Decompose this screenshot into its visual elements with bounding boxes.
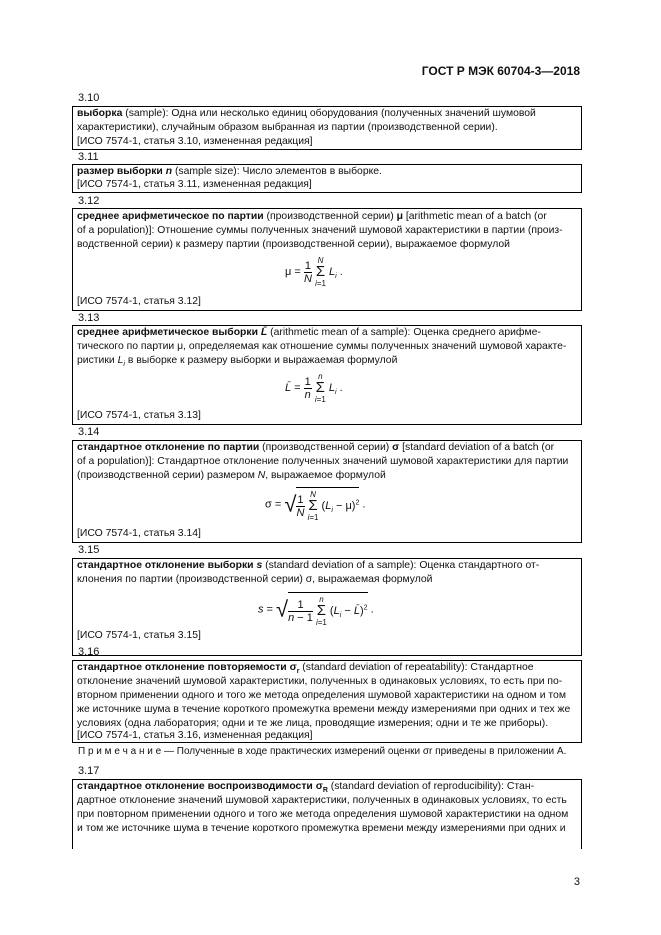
section-number: 3.14: [78, 426, 100, 438]
term-text: характеристики), случайным образом выбранная из партии (производственной серии).: [77, 122, 498, 133]
formula-sigma: σ = √ $\frac{1}{N}$ N Σ i=1 $(L_i - \mu)^2$ .: [265, 487, 366, 522]
term-text: дартное отклонение значений шумовой характеристики, полученных в одинаковых условиях, то есть: [77, 795, 567, 806]
term-text: стандартное отклонение выборки s (standard deviation of a sample): Оценка стандартного от-: [77, 560, 540, 571]
term-text: условиях (одна лаборатория; одни и те же лица, проводящие измерения; одни и те же приборы).: [77, 718, 549, 729]
term-reference: [ИСО 7574-1, статья 3.14]: [77, 528, 201, 539]
term-text: тического по партии μ, определяемая как отношение суммы полученных значений шумовой характе-: [77, 341, 567, 352]
document-header: ГОСТ Р МЭК 60704-3—2018: [421, 64, 580, 78]
term-text: (производственной серии) размером N, выражаемое формулой: [77, 470, 386, 481]
term-text: вторном применении одного и того же метода определения шумовой характеристики на одном и том: [77, 690, 566, 701]
term-reference: [ИСО 7574-1, статья 3.15]: [77, 630, 201, 641]
formula-s: s = √ $\frac{1}{n - 1}$ n Σ i=1 ($L_i$ − L̄)$^2$ .: [258, 592, 374, 627]
term-text: клонения по партии (производственной серии) σ, выражаемая формулой: [77, 574, 433, 585]
term-text: отклонение значений шумовой характеристики, полученных в одинаковых условиях, то есть при по-: [77, 676, 563, 687]
term-text: стандартное отклонение воспроизводимости $\sigma_R$ (standard deviation of reproducibility): Стан-: [77, 781, 535, 795]
term-reference: [ИСО 7574-1, статья 3.12]: [77, 296, 201, 307]
section-number: 3.15: [78, 544, 100, 556]
term-text: среднее арифметическое выборки L̄ (arithmetic mean of a sample): Оценка среднего арифме-: [77, 327, 541, 338]
term-reference: [ИСО 7574-1, статья 3.16, измененная редакция]: [77, 730, 313, 741]
term-text: стандартное отклонение повторяемости $\sigma_r$ (standard deviation of repeatability): Стандартное: [77, 662, 534, 676]
term-reference: [ИСО 7574-1, статья 3.11, измененная редакция]: [77, 179, 312, 190]
section-number: 3.17: [78, 765, 100, 777]
term-text: же источнике шума в течение короткого промежутка времени между измерениями при одних и тех же: [77, 704, 571, 715]
formula-mu: μ = $\frac{1}{N}$ N Σ i=1 $L_i$ .: [285, 256, 343, 288]
section-number: 3.10: [78, 92, 100, 104]
term-text: выборка (sample): Одна или несколько единиц оборудования (полученных значений шумовой: [77, 108, 536, 119]
section-number: 3.12: [78, 195, 100, 207]
term-text: of a population)]: Отношение суммы полученных значений шумовой характеристики в партии (произ-: [77, 225, 563, 236]
term-reference: [ИСО 7574-1, статья 3.13]: [77, 410, 201, 421]
term-text: размер выборки n (sample size): Число элементов в выборке.: [77, 166, 382, 177]
term-text: стандартное отклонение по партии (производственной серии) σ [standard deviation of a batch (or: [77, 442, 555, 453]
note: П р и м е ч а н и е — Полученные в ходе практических измерений оценки σr приведены в приложении А.: [78, 746, 567, 757]
term-text: и том же источнике шума в течение короткого промежутка времени между измерениями при одних и: [77, 823, 566, 834]
page-number: 3: [573, 876, 580, 888]
section-number: 3.16: [78, 646, 100, 658]
term-text: при повторном применении одного и того же метода определения шумовой характеристики на одном: [77, 809, 569, 820]
section-number: 3.11: [78, 151, 99, 163]
term-text: среднее арифметическое по партии (производственной серии) μ [arithmetic mean of a batch (or: [77, 211, 547, 222]
term-text: of a population)]: Стандартное отклонение полученных значений шумовой характеристики для партии: [77, 456, 569, 467]
term-text: ристики $L_i$ в выборке к размеру выборки и выражаемая формулой: [77, 355, 398, 369]
term-text: водственной серии) к размеру партии (производственной серии), выражаемое формулой: [77, 239, 510, 250]
formula-lbar: L̄ = $\frac{1}{n}$ n Σ i=1 $L_i$ .: [285, 372, 343, 404]
term-reference: [ИСО 7574-1, статья 3.10, измененная редакция]: [77, 136, 313, 147]
section-number: 3.13: [78, 312, 100, 324]
